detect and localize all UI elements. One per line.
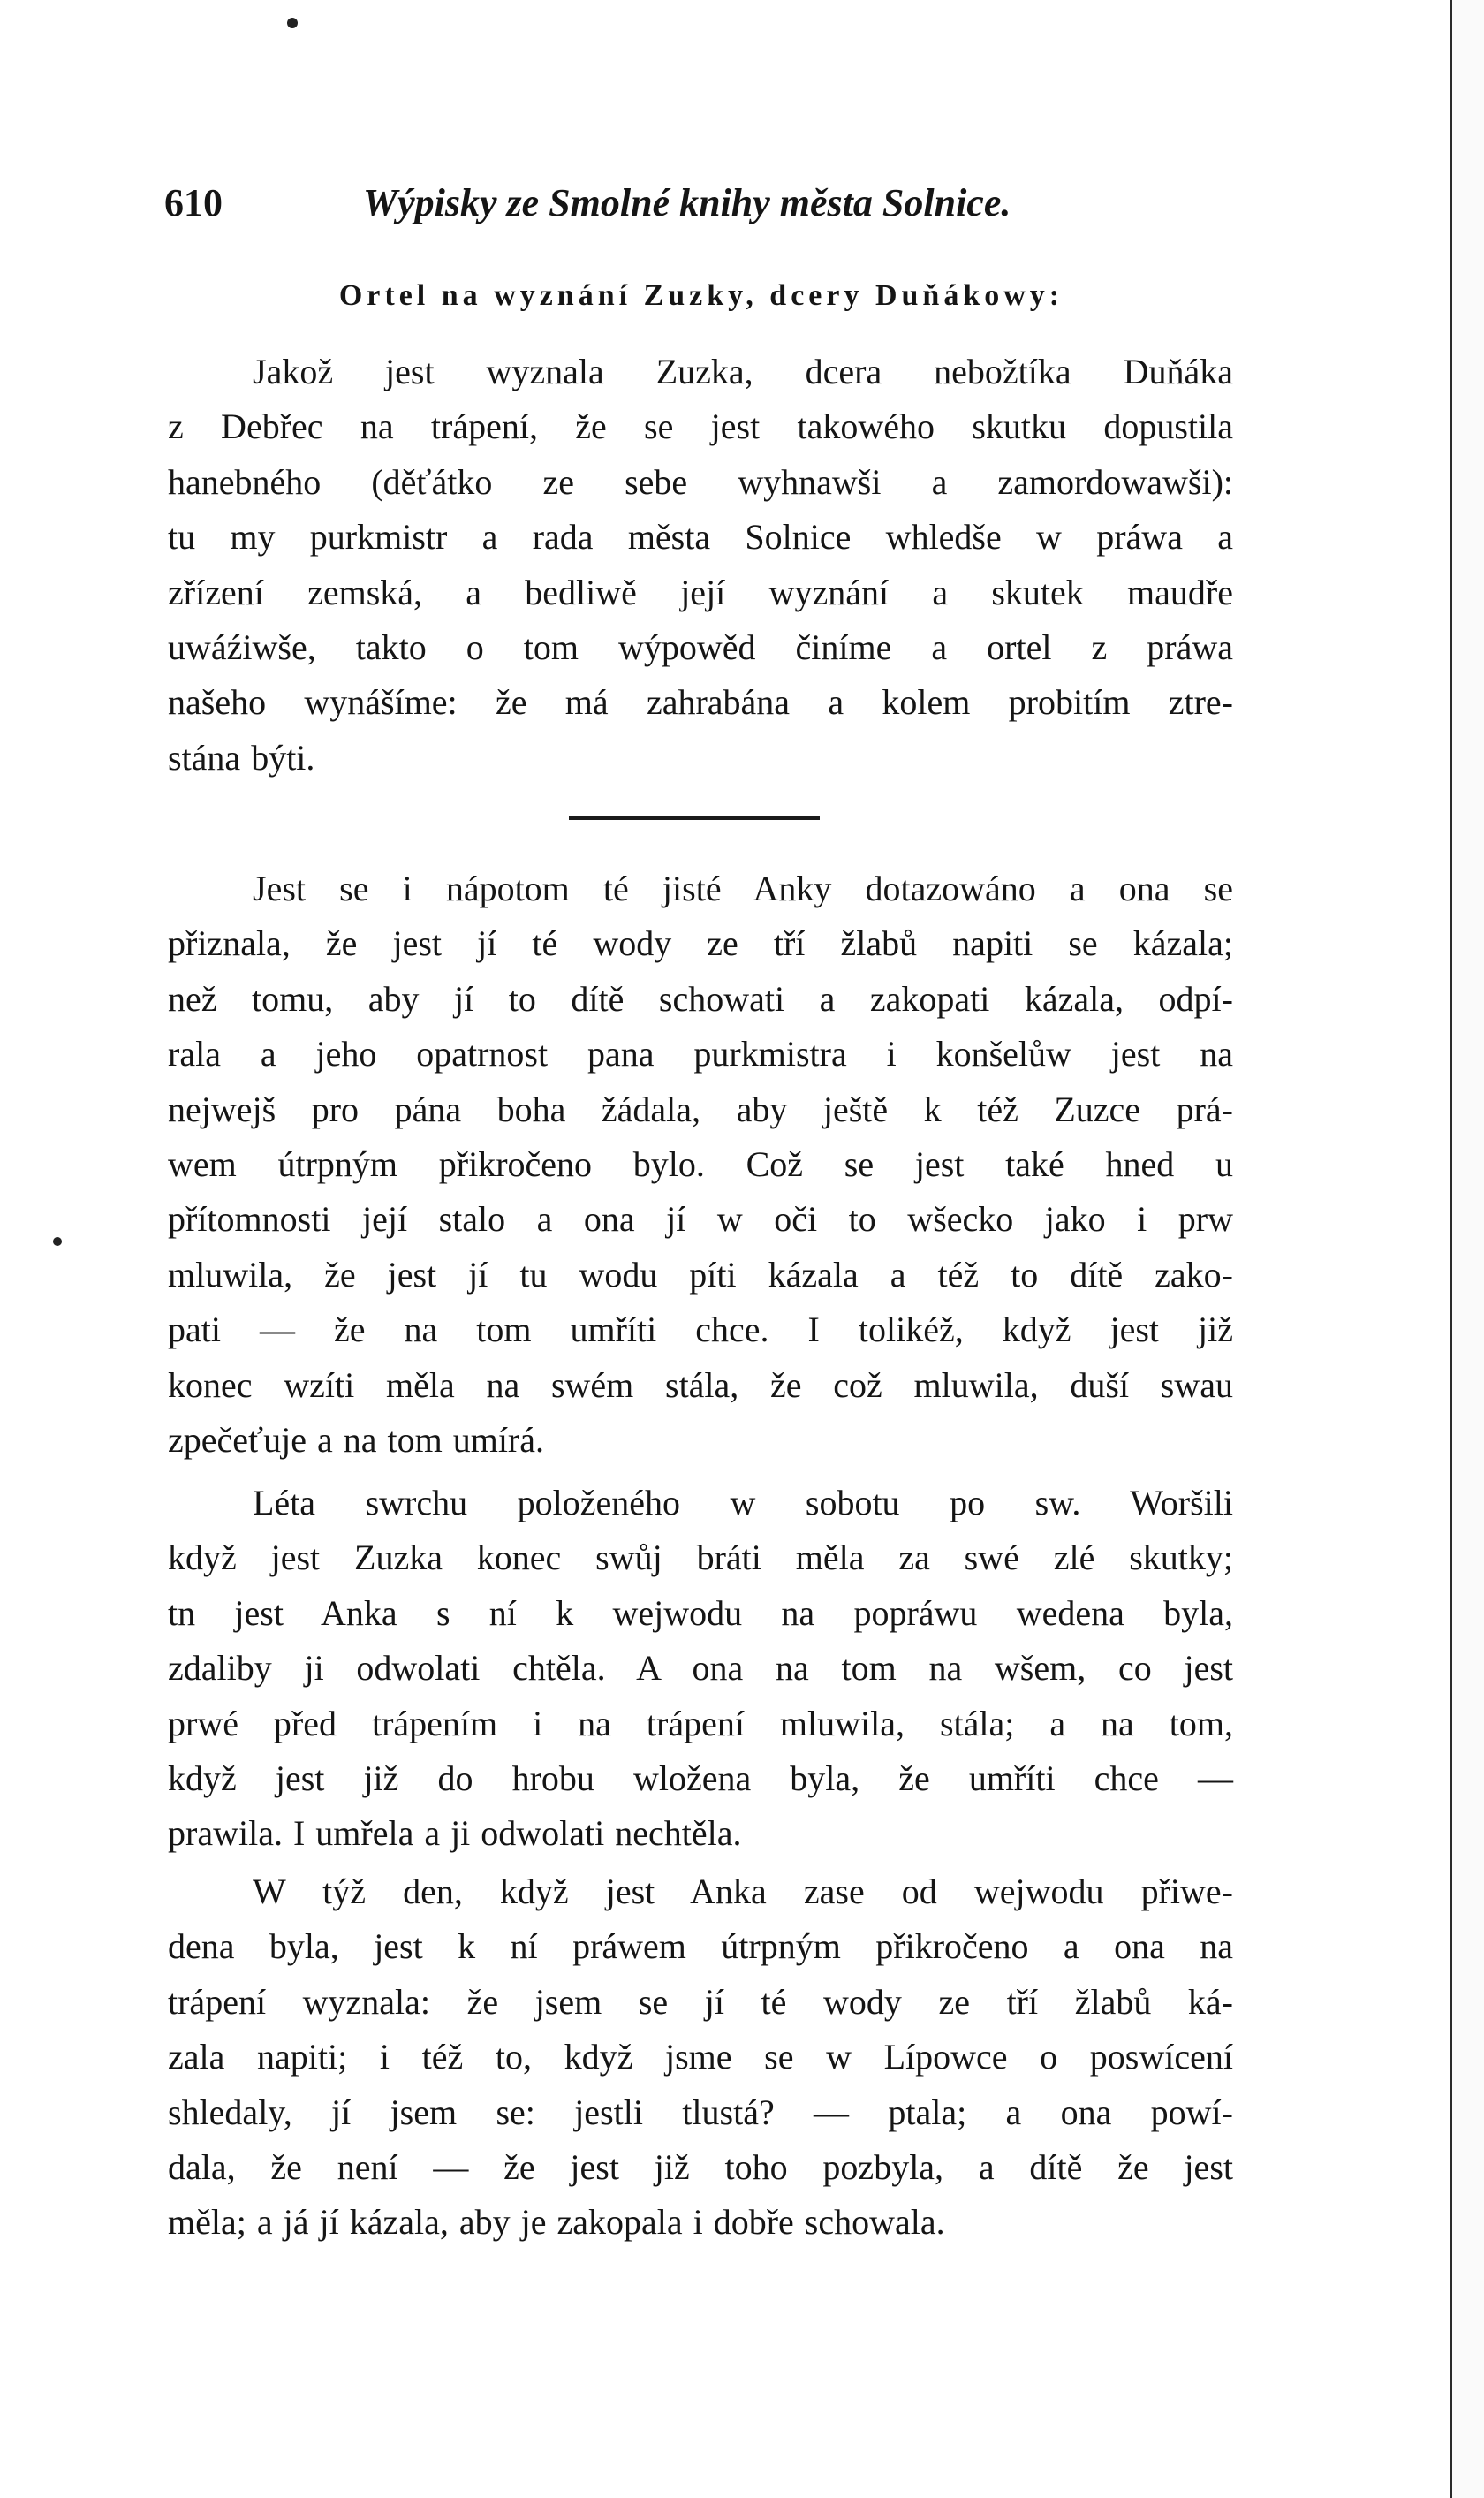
text-line: dena byla, jest k ní práwem útrpným přikročeno a ona na [168,1926,1233,1967]
text-line: přítomnosti její stalo a ona jí w oči to wšecko jako i prw [168,1199,1233,1240]
text-line: nejwejš pro pána boha žádala, aby ještě k též Zuzce prá- [168,1089,1233,1129]
text-line: tu my purkmistr a rada města Solnice whledše w práwa a [168,517,1233,558]
paragraph-3 [168,1476,1233,1862]
text-line: zala napiti; i též to, když jsme se w Lípowce o poswícení [168,2037,1233,2077]
text-line: hanebného (děťátko ze sebe wyhnawši a zamordowawši): [168,461,1233,502]
text-line: našeho wynášíme: že má zahrabána a kolem probitím ztre- [168,682,1233,723]
text-line: zpečeťuje a na tom umírá. [168,1420,545,1461]
running-header [164,177,1242,230]
section-heading: Ortel na wyznání Zuzky, dcery Duňákowy: [338,279,1064,312]
text-line: přiznala, že jest jí té wody ze tří žlabů napiti se kázala; [168,923,1233,964]
paragraph-2 [168,862,1233,1468]
ink-speck [287,18,298,28]
paragraph-1 [168,345,1233,786]
text-line: prwé před trápením i na trápení mluwila, stála; a na tom, [168,1703,1233,1743]
text-line: wem útrpným přikročeno bylo. Což se jest také hned u [168,1144,1233,1185]
page-number: 610 [164,181,223,224]
text-line: prawila. I umřela a ji odwolati nechtěla. [168,1813,742,1854]
text-line: Léta swrchu položeného w sobotu po sw. Woršili [253,1483,1233,1522]
text-line: tn jest Anka s ní k wejwodu na popráwu wedena byla, [168,1592,1233,1633]
ink-speck [53,1237,62,1246]
running-title: Wýpisky ze Smolné knihy města Solnice. [363,181,1011,224]
text-line: dala, že není — že jest již toho pozbyla, a dítě že jest [168,2147,1233,2188]
text-line: trápení wyznala: že jsem se jí té wody ze tří žlabů ká- [168,1981,1233,2022]
text-line: pati — že na tom umříti chce. I tolikéž, když jest již [168,1310,1233,1350]
text-line: uwáźiwše, takto o tom wýpowěd činíme a ortel z práwa [168,627,1233,668]
section-divider [569,816,820,820]
text-line: měla; a já jí kázala, aby je zakopala i dobře schowala. [168,2202,945,2243]
text-line: když jest již do hrobu wložena byla, že umříti chce — [168,1758,1233,1799]
text-line: než tomu, aby jí to dítě schowati a zakopati kázala, odpí- [168,978,1233,1019]
text-line: zřízení zemská, a bedliwě její wyznání a skutek maudře [168,572,1233,612]
text-line: když jest Zuzka konec swůj bráti měla za swé zlé skutky; [168,1538,1233,1578]
text-line: shledaly, jí jsem se: jestli tlustá? — ptala; a ona powí- [168,2092,1233,2132]
paragraph-4 [168,1864,1233,2251]
text-line: stána býti. [168,737,315,778]
text-line: konec wzíti měla na swém stála, že což mluwila, duší swau [168,1364,1233,1405]
text-line: Jest se i nápotom té jisté Anky dotazowáno a ona se [253,869,1233,908]
text-line: mluwila, že jest jí tu wodu píti kázala a též to dítě zako- [168,1254,1233,1295]
text-line: z Debřec na trápení, že se jest takowého skutku dopustila [168,406,1233,447]
text-line: Jakož jest wyznala Zuzka, dcera nebožtíka Duňáka [253,352,1233,391]
text-line: rala a jeho opatrnost pana purkmistra i konšelůw jest na [168,1034,1233,1074]
text-line: zdaliby ji odwolati chtěla. A ona na tom na wšem, co jest [168,1648,1233,1689]
text-line: W týž den, když jest Anka zase od wejwodu přiwe- [253,1872,1233,1911]
page-edge [1450,0,1484,2498]
